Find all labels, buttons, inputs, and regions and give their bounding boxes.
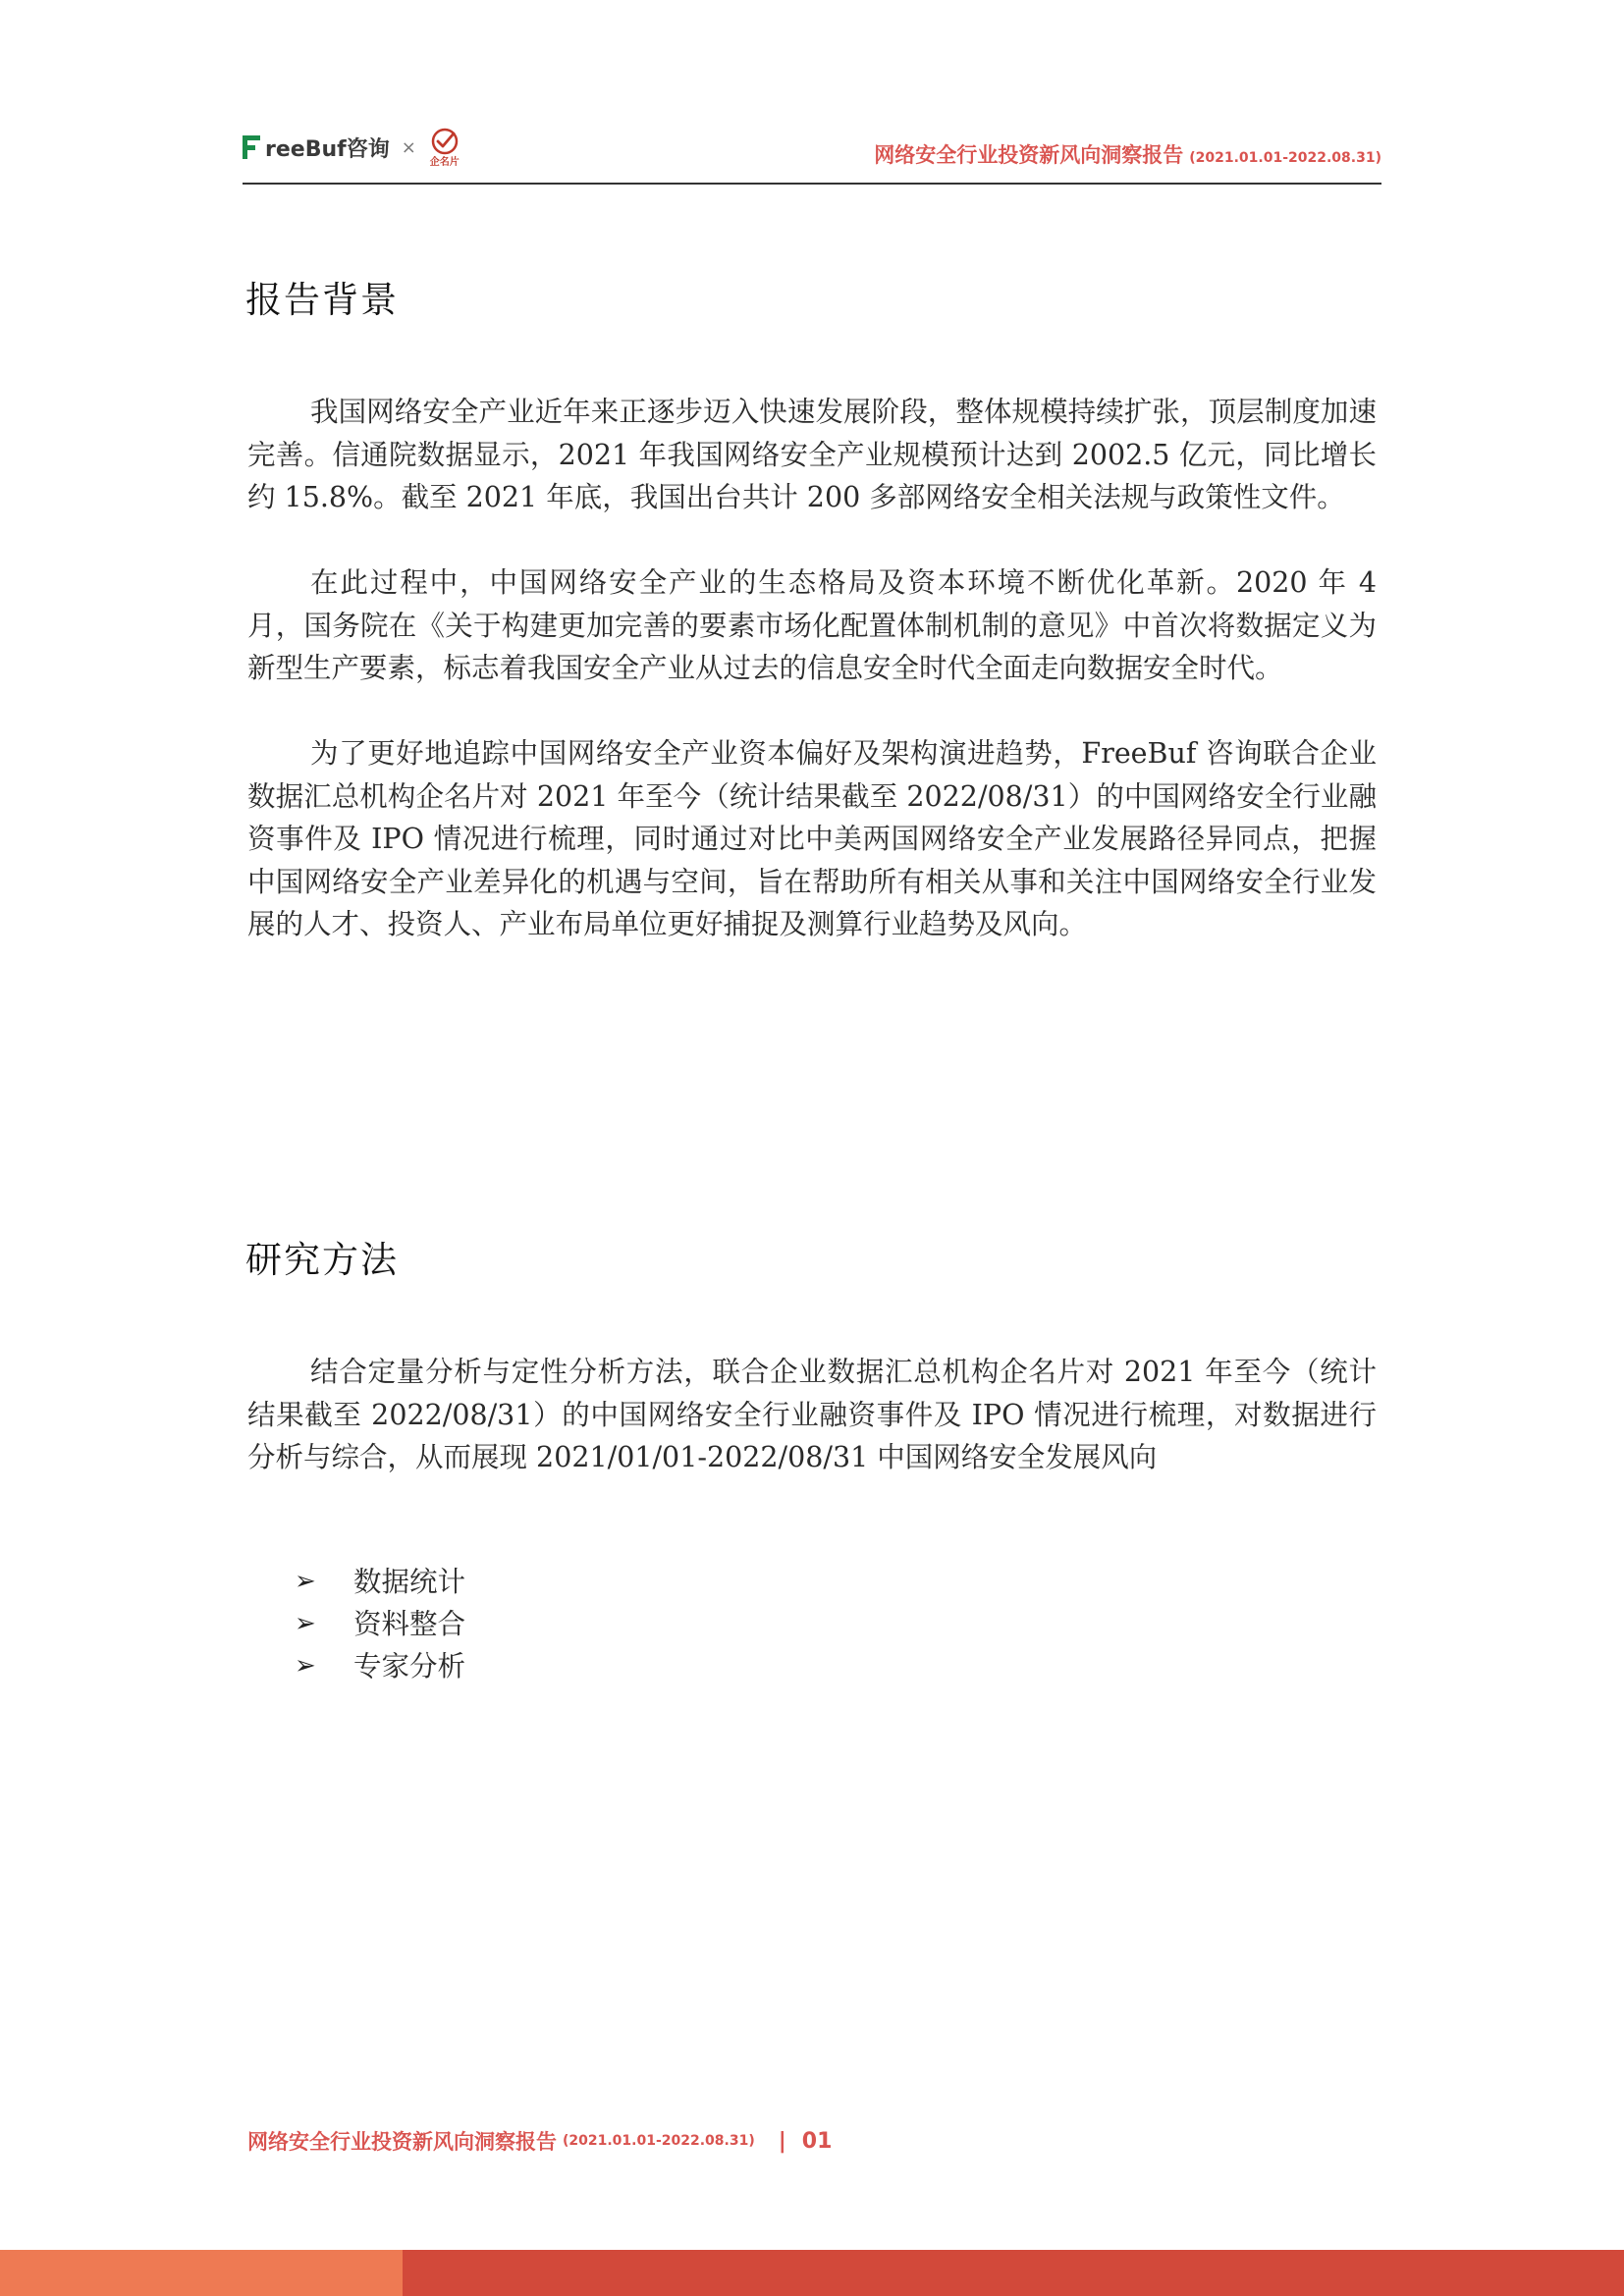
check-circle-icon	[430, 128, 460, 157]
list-item: ➢ 数据统计	[295, 1561, 465, 1603]
footer-separator: |	[778, 2128, 786, 2154]
section-heading-methods: 研究方法	[245, 1239, 399, 1281]
qimingpian-logo	[430, 128, 460, 168]
header-date-range: (2021.01.01-2022.08.31)	[1189, 150, 1381, 166]
background-paragraph: 为了更好地追踪中国网络安全产业资本偏好及架构演进趋势，FreeBuf 咨询联合企业数据汇总机构企名片对 2021 年至今（统计结果截至 2022/08/31）的中国网络安全行业融资事件及 IPO 情况进行梳理，同时通过对比中美两国网络安全产业发展路径异同点，把握中国网络安全产业差异化的机遇与空间，旨在帮助所有相关从事和关注中国网络安全行业发展的人才、投资人、产业布局单位更好捕捉及测算行业趋势及风向。	[247, 737, 1377, 940]
freebuf-f-icon	[243, 135, 262, 159]
qimingpian-logo-text: 企名片	[429, 156, 460, 168]
methods-paragraph: 结合定量分析与定性分析方法，联合企业数据汇总机构企名片对 2021 年至今（统计结果截至 2022/08/31）的中国网络安全行业融资事件及 IPO 情况进行梳理，对数据进行分析与综合，从而展现 2021/01/01-2022/08/31 中国网络安全发展风向	[247, 1356, 1377, 1473]
header-divider	[243, 183, 1381, 185]
background-paragraph: 在此过程中，中国网络安全产业的生态格局及资本环境不断优化革新。2020 年 4 月，国务院在《关于构建更加完善的要素市场化配置体制机制的意见》中首次将数据定义为新型生产要素，标志着我国安全产业从过去的信息安全时代全面走向数据安全时代。	[247, 566, 1377, 684]
freebuf-logo-text: reeBuf咨询	[265, 136, 390, 162]
page-footer	[247, 2126, 832, 2156]
list-item: ➢ 专家分析	[295, 1645, 465, 1687]
page-header	[243, 118, 1381, 185]
header-report-title	[874, 139, 1381, 169]
footer-date-range: (2021.01.01-2022.08.31)	[563, 2133, 755, 2149]
arrow-bullet-icon: ➢	[295, 1609, 316, 1638]
bottom-color-band	[0, 2250, 1624, 2296]
arrow-bullet-icon: ➢	[295, 1567, 316, 1596]
logo-times-sign: ×	[401, 136, 416, 158]
list-item: ➢ 资料整合	[295, 1603, 465, 1645]
page-number: 01	[801, 2128, 833, 2154]
section-heading-background: 报告背景	[245, 279, 399, 321]
freebuf-logo	[243, 128, 460, 167]
bottom-band-accent	[0, 2250, 403, 2296]
footer-title: 网络安全行业投资新风向洞察报告	[247, 2130, 557, 2154]
background-paragraph: 我国网络安全产业近年来正逐步迈入快速发展阶段，整体规模持续扩张，顶层制度加速完善。信通院数据显示，2021 年我国网络安全产业规模预计达到 2002.5 亿元，同比增长约 15.8%。截至 2021 年底，我国出台共计 200 多部网络安全相关法规与政策性文件。	[247, 396, 1377, 513]
arrow-bullet-icon: ➢	[295, 1651, 316, 1681]
header-title-text: 网络安全行业投资新风向洞察报告	[874, 143, 1184, 167]
methods-bullet-list	[295, 1561, 465, 1687]
